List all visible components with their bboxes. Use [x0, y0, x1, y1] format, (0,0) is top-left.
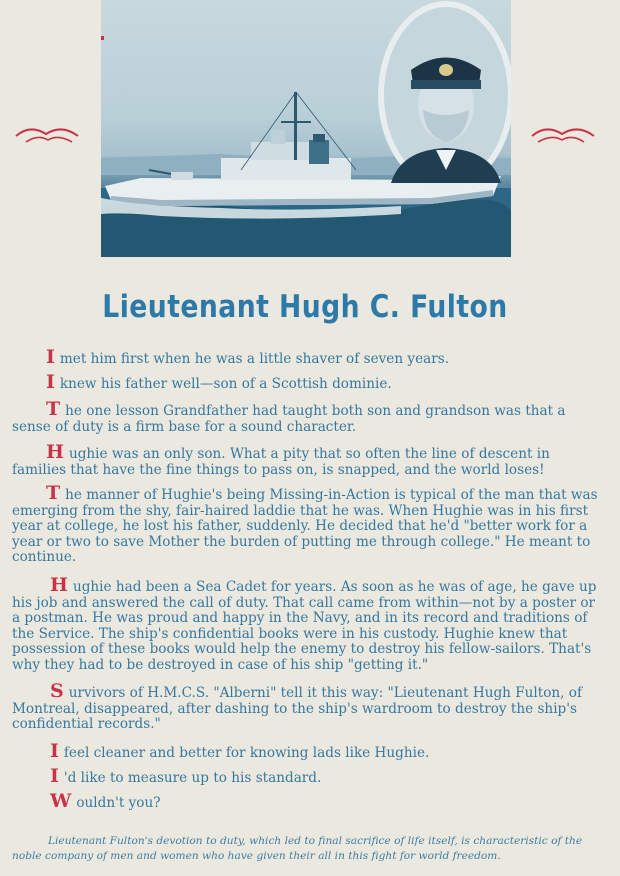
- paragraph-text: he one lesson Grandfather had taught both son and grandson was that a sense of duty is a firm base for a sound character.: [12, 403, 566, 435]
- paragraph-5: [12, 482, 604, 566]
- paragraph-text: knew his father well—son of a Scottish dominie.: [59, 376, 392, 392]
- paragraph-1: [46, 346, 606, 368]
- paragraph-text: ughie was an only son. What a pity that so often the line of descent in families that have the fine things to pass on, is snapped, and the world loses!: [12, 446, 550, 478]
- paragraph-8: [50, 740, 606, 762]
- paragraph-text: ughie had been a Sea Cadet for years. As soon as he was of age, he gave up his job and answered the call of duty. That call came from within—not by a poster or a postman. He was proud and happy in the Navy, and in its record and traditions of the Service. The ship's confidential books were in his custody. Hughie knew that possession of these books would help the enemy to destroy his fellow-sailors. That's why they had to be destroyed in case of his ship "getting it.": [12, 579, 597, 673]
- drop-initial: H: [46, 441, 64, 463]
- paragraph-text: ouldn't you?: [76, 795, 161, 811]
- drop-initial: I: [46, 346, 55, 368]
- ship-illustration: [101, 0, 511, 257]
- drop-initial: T: [46, 398, 61, 420]
- drop-initial: T: [46, 482, 61, 504]
- ship-portrait-photo: [101, 0, 511, 257]
- paragraph-text: feel cleaner and better for knowing lads like Hughie.: [63, 745, 430, 761]
- paragraph-6: [12, 574, 604, 674]
- drop-initial: H: [50, 574, 68, 596]
- drop-initial: S: [50, 680, 64, 702]
- seagull-ornament-right-icon: [528, 120, 598, 144]
- drop-initial: I: [50, 740, 59, 762]
- red-mark: [101, 36, 104, 40]
- drop-initial: I: [46, 371, 55, 393]
- paragraph-10: [50, 790, 606, 812]
- footnote: Lieutenant Fulton's devotion to duty, which led to final sacrifice of life itself, is characteristic of the noble company of men and women who have given their all in this fight for world freedom.: [12, 835, 583, 862]
- paragraph-9: [50, 765, 606, 787]
- paragraph-text: met him first when he was a little shaver of seven years.: [59, 351, 450, 367]
- paragraph-text: urvivors of H.M.C.S. "Alberni" tell it this way: "Lieutenant Hugh Fulton, of Montreal, disappeared, after dashing to the ship's wardroom to destroy the ship's confidential records.": [12, 685, 583, 733]
- paragraph-2: [46, 371, 606, 393]
- page-title: Lieutenant Hugh C. Fulton: [102, 289, 508, 325]
- paragraph-text: 'd like to measure up to his standard.: [63, 770, 322, 786]
- drop-initial: W: [50, 790, 72, 812]
- drop-initial: I: [50, 765, 59, 787]
- paragraph-4: [12, 441, 604, 478]
- seagull-ornament-left-icon: [12, 120, 82, 144]
- paragraph-7: [12, 680, 604, 733]
- paragraph-3: [12, 398, 604, 435]
- paragraph-text: he manner of Hughie's being Missing-in-Action is typical of the man that was emerging from the shy, fair-haired laddie that he was. When Hughie was in his first year at college, he lost his father, suddenly. He decided that he'd "better work for a year or two to save Mother the burden of putting me through college." He meant to continue.: [12, 487, 598, 566]
